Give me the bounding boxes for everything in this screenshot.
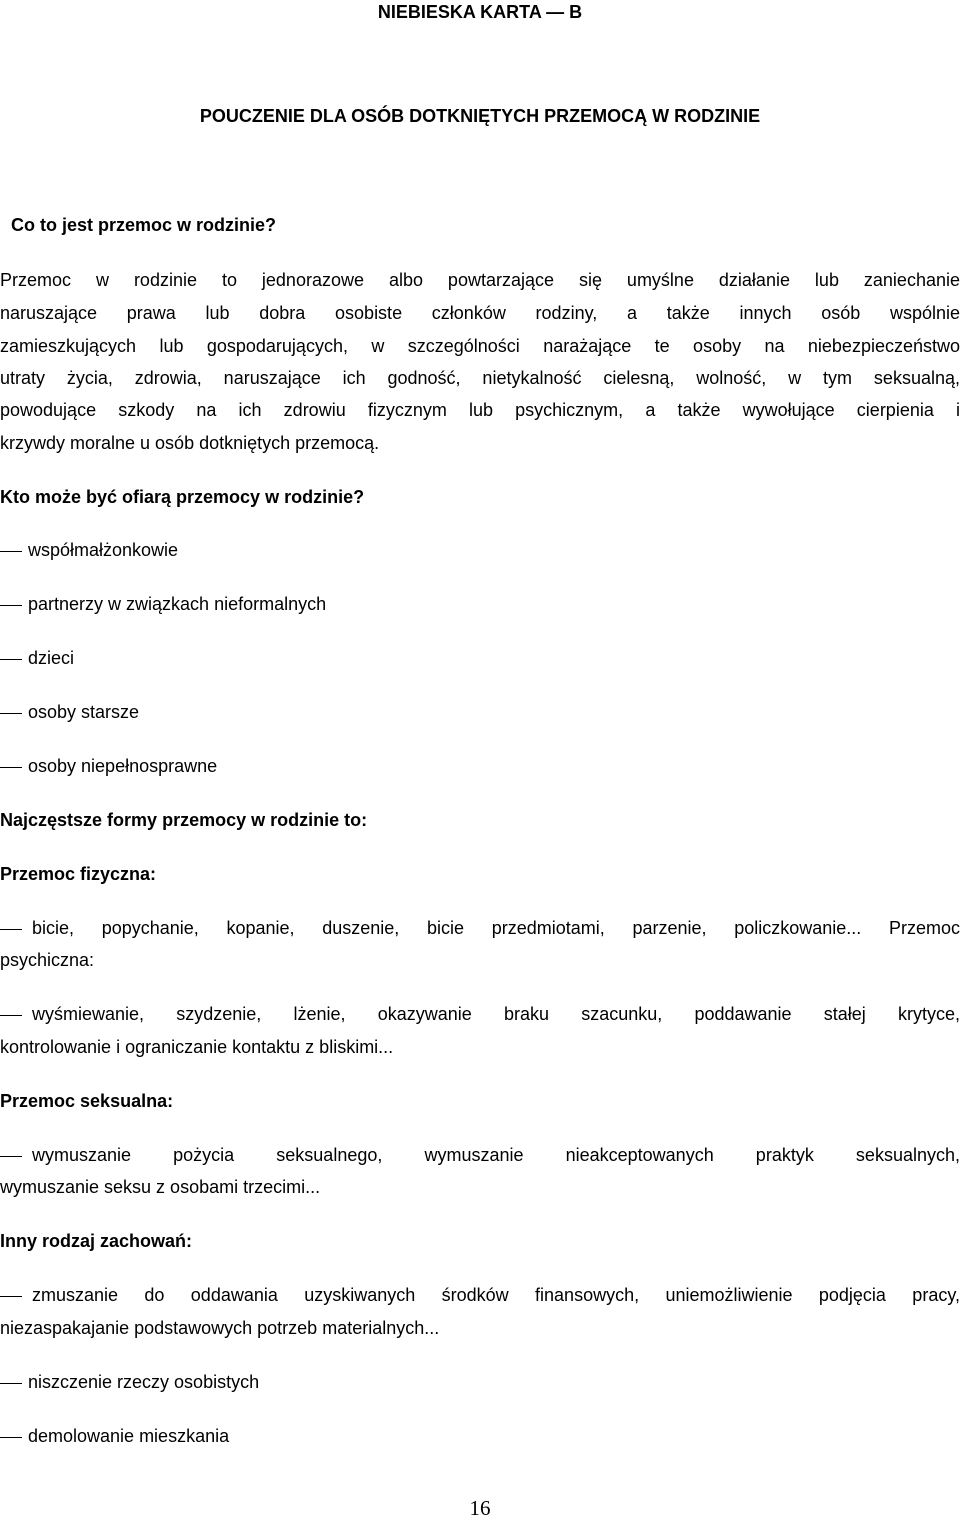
psychological-violence-line-2: kontrolowanie i ograniczanie kontaktu z bliskimi... <box>0 1037 394 1057</box>
other-behaviours-line-1: zmuszanie do oddawania uzyskiwanych środków finansowych, uniemożliwienie podjęcia pracy, <box>0 1283 960 1331</box>
list-item-label: partnerzy w związkach nieformalnych <box>28 594 327 614</box>
sexual-violence-line-2: wymuszanie seksu z osobami trzecimi... <box>0 1177 321 1197</box>
list-item-label: współmałżonkowie <box>28 540 179 560</box>
list-item-label: niszczenie rzeczy osobistych <box>28 1372 260 1392</box>
heading-what-is-violence: Co to jest przemoc w rodzinie? <box>11 215 277 235</box>
list-item-label: dzieci <box>28 648 75 668</box>
dash-icon <box>0 713 22 714</box>
heading-physical-violence: Przemoc fizyczna: <box>0 864 157 884</box>
dash-icon <box>0 1296 22 1297</box>
definition-line-1: Przemoc w rodzinie to jednorazowe albo powtarzające się umyślne działanie lub zaniechanie <box>0 270 960 290</box>
list-item-label: demolowanie mieszkania <box>28 1426 230 1446</box>
dash-icon <box>0 1383 22 1384</box>
dash-icon <box>0 659 22 660</box>
dash-icon <box>0 551 22 552</box>
definition-line-5: powodujące szkody na ich zdrowiu fizycznym lub psychicznym, a także wywołujące cierpienia i <box>0 400 960 420</box>
definition-line-3: zamieszkujących lub gospodarujących, w szczególności narażające te osoby na niebezpieczeństwo <box>0 336 960 356</box>
definition-line-2: naruszające prawa lub dobra osobiste członków rodziny, a także innych osób wspólnie <box>0 303 960 323</box>
physical-violence-line-2: psychiczna: <box>0 950 95 970</box>
dash-icon <box>0 767 22 768</box>
definition-line-6: krzywdy moralne u osób dotkniętych przemocą. <box>0 433 380 453</box>
dash-icon <box>0 605 22 606</box>
page-number: 16 <box>469 1496 491 1520</box>
document-title: POUCZENIE DLA OSÓB DOTKNIĘTYCH PRZEMOCĄ W RODZINIE <box>199 106 761 126</box>
psychological-violence-line-1: wyśmiewanie, szydzenie, lżenie, okazywanie braku szacunku, poddawanie stałej krytyce, <box>0 1002 960 1050</box>
other-behaviours-line-2: niezaspakajanie podstawowych potrzeb materialnych... <box>0 1318 440 1338</box>
list-item-label: osoby niepełnosprawne <box>28 756 218 776</box>
physical-violence-line-1: bicie, popychanie, kopanie, duszenie, bicie przedmiotami, parzenie, policzkowanie... Przemoc <box>0 916 960 964</box>
definition-line-4: utraty życia, zdrowia, naruszające ich godność, nietykalność cielesną, wolność, w tym seksualną, <box>0 368 960 388</box>
list-item-label: osoby starsze <box>28 702 140 722</box>
card-title: NIEBIESKA KARTA — B <box>377 2 583 22</box>
list-item <box>0 700 139 724</box>
heading-who-can-be-victim: Kto może być ofiarą przemocy w rodzinie? <box>0 487 365 507</box>
list-item <box>0 538 178 562</box>
heading-sexual-violence: Przemoc seksualna: <box>0 1091 174 1111</box>
dash-icon <box>0 1015 22 1016</box>
list-item <box>0 592 326 616</box>
sexual-violence-line-1: wymuszanie pożycia seksualnego, wymuszanie nieakceptowanych praktyk seksualnych, <box>0 1143 960 1191</box>
dash-icon <box>0 1437 22 1438</box>
list-item <box>0 754 217 778</box>
list-item <box>0 1424 229 1448</box>
list-item <box>0 646 74 670</box>
dash-icon <box>0 1156 22 1157</box>
heading-forms-of-violence: Najczęstsze formy przemocy w rodzinie to: <box>0 810 368 830</box>
list-item <box>0 1370 259 1394</box>
heading-other-behaviours: Inny rodzaj zachowań: <box>0 1231 193 1251</box>
dash-icon <box>0 929 22 930</box>
